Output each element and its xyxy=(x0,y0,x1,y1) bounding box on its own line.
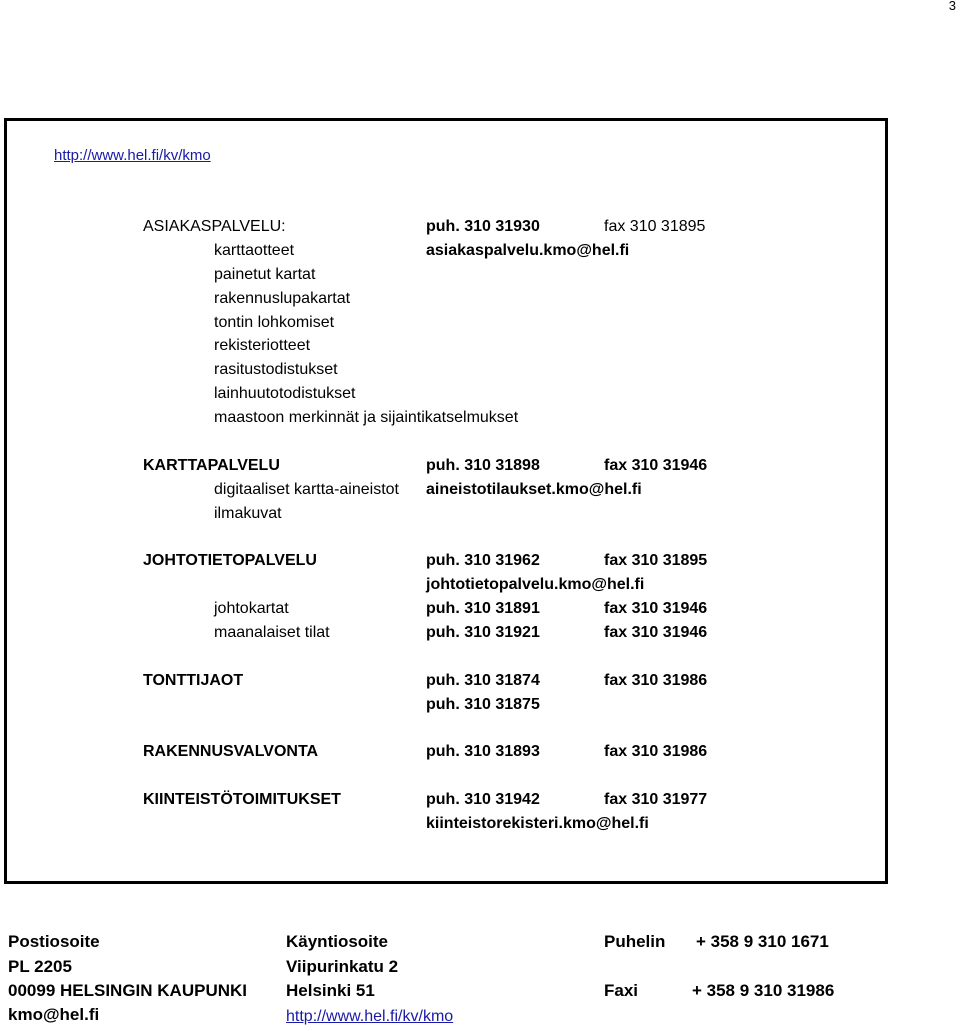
asiakaspalvelu-item: maastoon merkinnät ja sijaintikatselmukset xyxy=(214,409,519,426)
johtotietopalvelu-sub-phone: puh. 310 31891 xyxy=(426,600,540,617)
asiakaspalvelu-item: lainhuutotodistukset xyxy=(214,385,356,402)
asiakaspalvelu-item: rekisteriotteet xyxy=(214,337,311,354)
asiakaspalvelu-email: asiakaspalvelu.kmo@hel.fi xyxy=(426,242,630,259)
kiinteistotoimitukset-phone: puh. 310 31942 xyxy=(426,791,540,808)
rakennusvalvonta-phone: puh. 310 31893 xyxy=(426,743,540,760)
johtotietopalvelu-sub-label: johtokartat xyxy=(214,600,289,617)
johtotietopalvelu-phone: puh. 310 31962 xyxy=(426,552,540,569)
footer-puhelin-label: Puhelin xyxy=(604,932,666,951)
footer-faxi-value: + 358 9 310 31986 xyxy=(692,981,835,1000)
asiakaspalvelu-title: ASIAKASPALVELU: xyxy=(143,218,286,235)
karttapalvelu-email: aineistotilaukset.kmo@hel.fi xyxy=(426,481,642,498)
johtotietopalvelu-email: johtotietopalvelu.kmo@hel.fi xyxy=(426,576,645,593)
asiakaspalvelu-item: rasitustodistukset xyxy=(214,361,338,378)
karttapalvelu-item: digitaaliset kartta-aineistot xyxy=(214,481,399,498)
karttapalvelu-phone: puh. 310 31898 xyxy=(426,457,540,474)
kmo-website-link[interactable]: http://www.hel.fi/kv/kmo xyxy=(54,147,211,164)
asiakaspalvelu-item: karttaotteet xyxy=(214,242,295,259)
asiakaspalvelu-phone: puh. 310 31930 xyxy=(426,218,540,235)
footer-postiosoite-line1: PL 2205 xyxy=(8,957,72,976)
page-number: 3 xyxy=(948,0,956,13)
karttapalvelu-fax: fax 310 31946 xyxy=(604,457,708,474)
footer-faxi-label: Faxi xyxy=(604,981,639,1000)
asiakaspalvelu-fax: fax 310 31895 xyxy=(604,218,706,235)
kiinteistotoimitukset-email: kiinteistorekisteri.kmo@hel.fi xyxy=(426,815,649,832)
tonttijaot-phone: puh. 310 31874 xyxy=(426,672,540,689)
johtotietopalvelu-sub-fax: fax 310 31946 xyxy=(604,600,708,617)
footer-kayntiosoite-line2: Helsinki 51 xyxy=(286,981,375,1000)
karttapalvelu-item: ilmakuvat xyxy=(214,505,282,522)
tonttijaot-title: TONTTIJAOT xyxy=(143,672,244,689)
asiakaspalvelu-item: painetut kartat xyxy=(214,266,316,283)
asiakaspalvelu-item: rakennuslupakartat xyxy=(214,290,351,307)
asiakaspalvelu-item: tontin lohkomiset xyxy=(214,314,335,331)
footer-kayntiosoite-label: Käyntiosoite xyxy=(286,932,389,951)
footer-kayntiosoite-line1: Viipurinkatu 2 xyxy=(286,957,399,976)
footer-postiosoite-line2: 00099 HELSINGIN KAUPUNKI xyxy=(8,981,248,1000)
kiinteistotoimitukset-title: KIINTEISTÖTOIMITUKSET xyxy=(143,791,341,808)
tonttijaot-phone2: puh. 310 31875 xyxy=(426,696,540,713)
johtotietopalvelu-sub-label: maanalaiset tilat xyxy=(214,624,330,641)
footer-puhelin-value: + 358 9 310 1671 xyxy=(696,932,829,951)
johtotietopalvelu-fax: fax 310 31895 xyxy=(604,552,708,569)
footer-postiosoite-label: Postiosoite xyxy=(8,932,100,951)
johtotietopalvelu-sub-fax: fax 310 31946 xyxy=(604,624,708,641)
kiinteistotoimitukset-fax: fax 310 31977 xyxy=(604,791,708,808)
tonttijaot-fax: fax 310 31986 xyxy=(604,672,708,689)
johtotietopalvelu-title: JOHTOTIETOPALVELU xyxy=(143,552,317,569)
johtotietopalvelu-sub-phone: puh. 310 31921 xyxy=(426,624,540,641)
footer-email: kmo@hel.fi xyxy=(8,1005,100,1024)
karttapalvelu-title: KARTTAPALVELU xyxy=(143,457,280,474)
footer-website-link[interactable]: http://www.hel.fi/kv/kmo xyxy=(286,1008,454,1025)
rakennusvalvonta-title: RAKENNUSVALVONTA xyxy=(143,743,319,760)
rakennusvalvonta-fax: fax 310 31986 xyxy=(604,743,708,760)
